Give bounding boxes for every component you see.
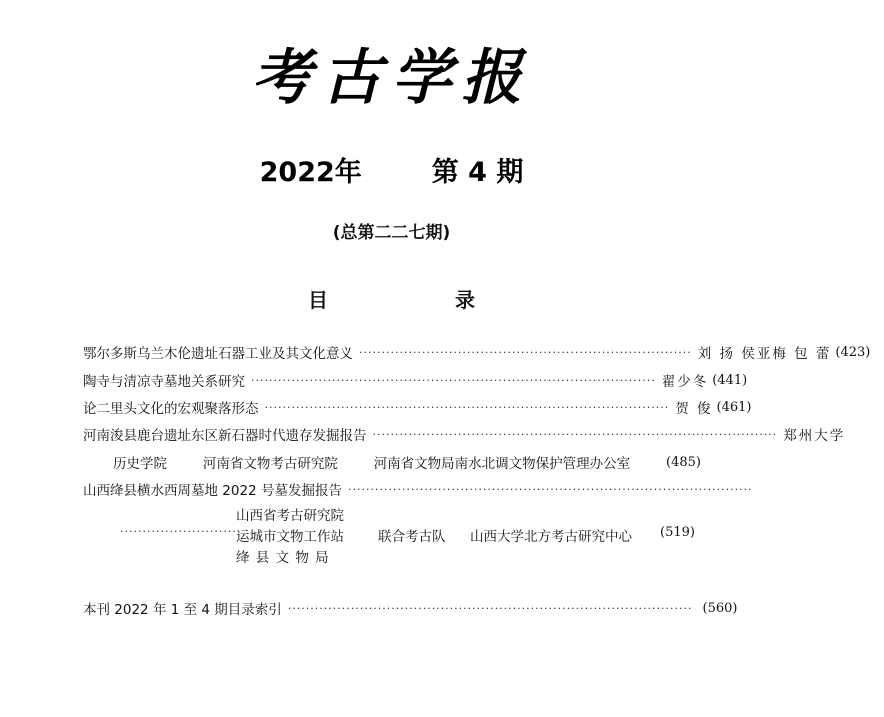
toc-entry-title: 鄂尔多斯乌兰木伦遗址石器工业及其文化意义 xyxy=(83,346,353,362)
leader-dots: ·························································································· xyxy=(372,427,778,441)
toc-entry-page: (485) xyxy=(666,454,701,470)
toc-entry[interactable] xyxy=(83,341,871,363)
leader-dots: ·························································································· xyxy=(287,601,693,615)
toc-entry-page: (461) xyxy=(716,399,752,415)
author-affiliation: 山西大学北方考古研究中心 xyxy=(470,529,632,545)
toc-entry-author: 贺 俊 xyxy=(675,401,713,417)
toc-entry-title: 论二里头文化的宏观聚落形态 xyxy=(83,401,259,417)
toc-entry-title: 本刊 2022 年 1 至 4 期目录索引 xyxy=(83,602,282,618)
toc-entry-author: 刘 扬 侯亚梅 包 蕾 xyxy=(697,346,832,362)
journal-title: 考古学报 xyxy=(251,43,532,113)
toc-entry[interactable] xyxy=(83,423,846,445)
issue-year: 2022年 xyxy=(259,157,362,188)
toc-entry-title: 河南浚县鹿台遗址东区新石器时代遗存发掘报告 xyxy=(83,428,367,444)
toc-entry-author: 翟少冬 xyxy=(661,374,709,390)
author-affiliation: 山西省考古研究院 xyxy=(236,508,344,524)
author-affiliation: 河南省文物局南水北调文物保护管理办公室 xyxy=(373,456,631,472)
toc-entry[interactable] xyxy=(83,478,753,500)
leader-dots: ·························································································· xyxy=(251,373,656,387)
toc-entry-continuation xyxy=(113,451,701,473)
leader-dots: ·························································································· xyxy=(347,482,753,496)
issue-number: 第 4 期 xyxy=(431,157,524,188)
leader-dots: ·························· xyxy=(120,525,237,538)
leader-dots: ·········································································· xyxy=(359,345,692,359)
author-affiliation: 运城市文物工作站 xyxy=(236,529,344,545)
author-affiliation: 河南省文物考古研究院 xyxy=(202,456,338,472)
toc-entry[interactable] xyxy=(83,597,738,619)
toc-entry[interactable] xyxy=(83,396,752,418)
toc-entry-page: (441) xyxy=(712,372,748,388)
joint-team: 联合考古队 xyxy=(378,529,446,545)
toc-entry-author: 郑州大学 xyxy=(783,428,846,444)
toc-entry-title: 山西绛县横水西周墓地 2022 号墓发掘报告 xyxy=(83,483,342,499)
leader-dots: ·························································································· xyxy=(264,400,670,414)
toc-entry-page: (560) xyxy=(702,600,738,616)
total-issue: (总第二二七期) xyxy=(332,223,451,243)
toc-entry-title: 陶寺与清凉寺墓地关系研究 xyxy=(83,374,245,390)
toc-heading: 目 录 xyxy=(308,288,535,312)
toc-entry[interactable] xyxy=(83,369,748,391)
author-affiliation: 历史学院 xyxy=(113,456,167,472)
toc-entry-page: (519) xyxy=(660,525,695,540)
toc-entry-page: (423) xyxy=(835,344,871,360)
author-affiliation: 绛 县 文 物 局 xyxy=(236,550,330,566)
issue-line xyxy=(0,150,783,189)
